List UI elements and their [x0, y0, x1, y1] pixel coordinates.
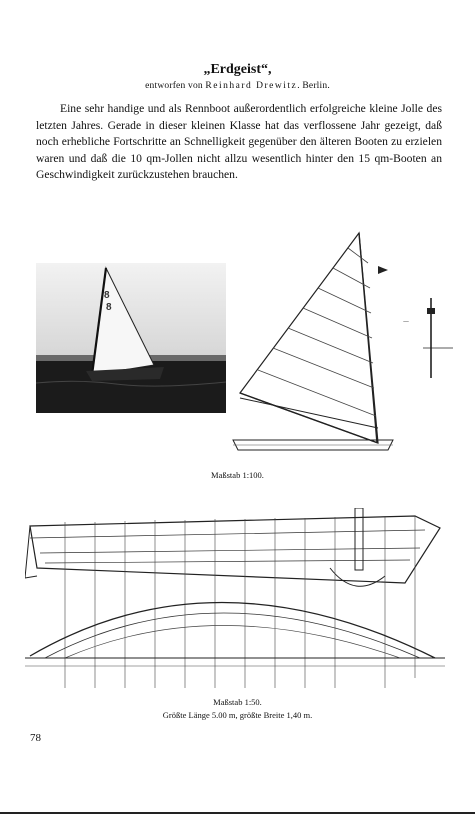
sail-number: 8	[104, 290, 110, 301]
sailboat-photo	[36, 263, 226, 413]
credit-prefix: entworfen von	[145, 81, 206, 91]
lines-scale-caption: Maßstab 1:50.	[213, 697, 262, 707]
svg-text:—: —	[403, 318, 409, 325]
page-edge-rule	[0, 812, 475, 814]
designer-name: Reinhard Drewitz	[205, 81, 298, 91]
designer-credit	[0, 81, 475, 91]
sail-plan-drawing	[228, 228, 458, 458]
page-number: 78	[30, 732, 41, 744]
credit-suffix: . Berlin.	[297, 81, 330, 91]
sail-plan-scale-caption: Maßstab 1:100.	[211, 470, 264, 480]
sail-number-2: 8	[106, 302, 112, 313]
hull-lines-drawing	[25, 508, 455, 698]
article-title: „Erdgeist“,	[203, 62, 272, 77]
description-paragraph: Eine sehr handige und als Rennboot außerordentlich erfolgreiche kleine Jolle des letzten Jahres. Gerade in dieser kleinen Klasse hat das verflossene Jahr gezeigt, daß noch erhebliche Fortschritte an Schnelligkeit gegenüber den älteren Booten zu erzielen waren und daß die 10 qm-Jollen nicht allzu wesentlich hinter den 15 qm-Booten an Geschwindigkeit zurückzustehen brauchen.	[36, 102, 442, 181]
dimensions-caption: Größte Länge 5.00 m, größte Breite 1,40 m.	[162, 710, 313, 720]
